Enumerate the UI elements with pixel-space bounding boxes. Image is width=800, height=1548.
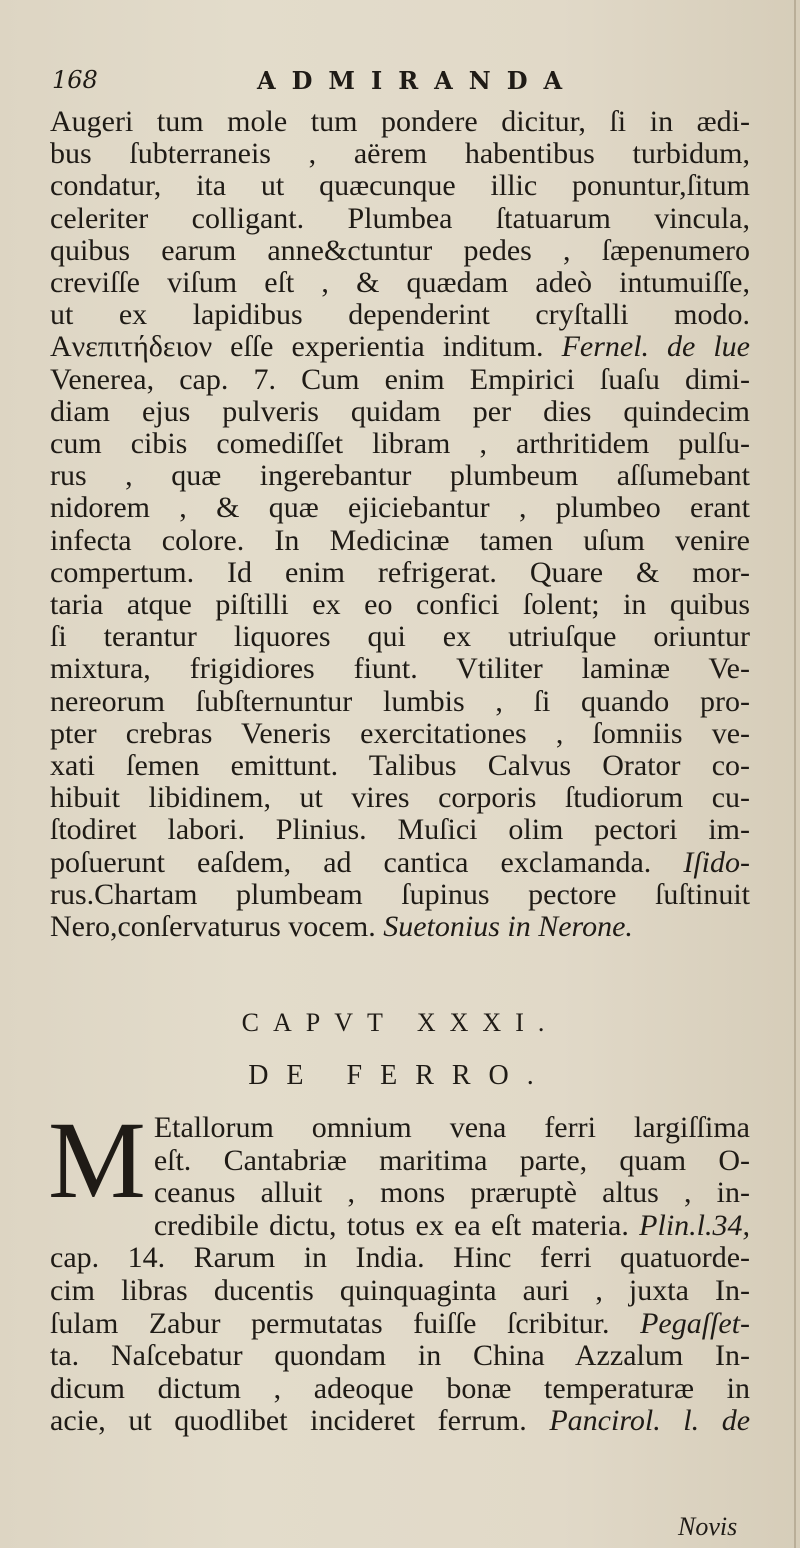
- text-line: condatur, ita ut quæcunque illic ponuntur,ſitum: [50, 169, 750, 203]
- text-line: [50, 364, 750, 396]
- text-segment: acie, ut quodlibet incideret ferrum.: [50, 1404, 527, 1438]
- text-line: dicum dictum , adeoque bonæ temperaturæ in: [50, 1371, 750, 1405]
- text-segment: poſuerunt eaſdem, ad cantica exclamanda.: [50, 845, 652, 879]
- citation-plinius: Plin.l.34,: [639, 1208, 750, 1242]
- text-line: ſi terantur liquores qui ex utriuſque oriuntur: [50, 620, 750, 654]
- text-line: ſtodiret labori. Plinius. Muſici olim pectori im-: [50, 813, 750, 847]
- text-line: quibus earum anne&ctuntur pedes , ſæpenumero: [50, 233, 750, 267]
- text-segment: credibile dictu, totus ex ea eſt materia.: [153, 1208, 629, 1242]
- text-segment: Nero,conſervaturus vocem.: [50, 910, 376, 944]
- text-line: pter crebras Veneris exercitationes , ſomniis ve-: [50, 716, 750, 750]
- text-segment: ſulam Zabur permutatas fuiſſe ſcribitur.: [50, 1306, 610, 1340]
- text-line: diam ejus pulveris quidam per dies quindecim: [50, 394, 750, 428]
- citation-suetonius: Suetonius in Nerone.: [383, 910, 633, 944]
- chapter-title: CAPVT XXXI.: [241, 1008, 559, 1037]
- text-line: infecta colore. In Medicinæ tamen uſum venire: [50, 523, 750, 557]
- citation-fernel: Fernel. de lue: [561, 330, 750, 364]
- text-line: eſt. Cantabriæ maritima parte, quam O-: [153, 1143, 750, 1177]
- citation-isidorus: Iſido-: [683, 845, 751, 879]
- page-number: 168: [52, 66, 98, 94]
- text-segment: Venerea, cap. 7. Cum enim Empirici ſuaſu dimi-: [50, 362, 750, 396]
- text-line: Augeri tum mole tum pondere dicitur, ſi in ædi-: [50, 105, 750, 138]
- text-line: compertum. Id enim refrigerat. Quare & mor-: [50, 555, 750, 589]
- citation-pegasset: Pegaſſet-: [640, 1306, 751, 1340]
- chapter-subtitle: DE FERRO.: [248, 1060, 552, 1091]
- text-line: cum cibis comediſſet libram , arthritidem pulſu-: [50, 427, 750, 461]
- text-line: ceanus alluit , mons præruptè altus , in-: [153, 1176, 750, 1210]
- text-line: bus ſubterraneis , aërem habentibus turbidum,: [50, 137, 750, 171]
- drop-cap: M: [48, 1099, 146, 1221]
- text-line: creviſſe viſum eſt , & quædam adeò intumuiſſe,: [50, 266, 750, 300]
- text-line: cap. 14. Rarum in India. Hinc ferri quatuorde-: [50, 1241, 750, 1275]
- text-line: [50, 1405, 750, 1438]
- section-text: [48, 1099, 751, 1438]
- text-line: nidorem , & quæ ejiciebantur , plumbeo erant: [50, 491, 750, 525]
- catchword: Novis: [678, 1512, 738, 1541]
- running-head: ADMIRANDA: [257, 66, 579, 95]
- text-line: mixtura, frigidiores fiunt. Vtiliter laminæ Ve-: [50, 652, 750, 686]
- text-line: [50, 1210, 750, 1243]
- text-line: [50, 1308, 750, 1341]
- text-line: [50, 911, 750, 943]
- text-line: hibuit libidinem, ut vires corporis ſtudiorum cu-: [50, 781, 750, 815]
- text-segment: Aνεπιτήδειον eſſe experientia inditum.: [50, 330, 544, 364]
- text-line: ta. Naſcebatur quondam in China Azzalum In-: [50, 1339, 750, 1373]
- text-line: [50, 847, 750, 879]
- text-line: rus.Chartam plumbeam ſupinus pectore ſuſtinuit: [50, 877, 750, 911]
- body-text: [50, 106, 750, 943]
- text-line: celeriter colligant. Plumbea ſtatuarum vincula,: [50, 201, 750, 235]
- text-line: rus , quæ ingerebantur plumbeum aſſumebant: [50, 459, 750, 493]
- citation-pancirol: Pancirol. l. de: [549, 1404, 751, 1438]
- text-line: taria atque piſtilli ex eo confici ſolent; in quibus: [50, 588, 750, 622]
- text-line: ut ex lapidibus dependerint cryſtalli modo.: [50, 298, 750, 332]
- text-line: cim libras ducentis quinquaginta auri , juxta In-: [50, 1273, 750, 1307]
- page-edge: [794, 0, 796, 1548]
- page-header: [52, 66, 752, 106]
- text-line: Etallorum omnium vena ferri largiſſima: [153, 1111, 750, 1144]
- text-line: [50, 331, 750, 363]
- text-line: nereorum ſubſternuntur lumbis , ſi quando pro-: [50, 684, 750, 718]
- text-line: xati ſemen emittunt. Talibus Calvus Orator co-: [50, 749, 750, 783]
